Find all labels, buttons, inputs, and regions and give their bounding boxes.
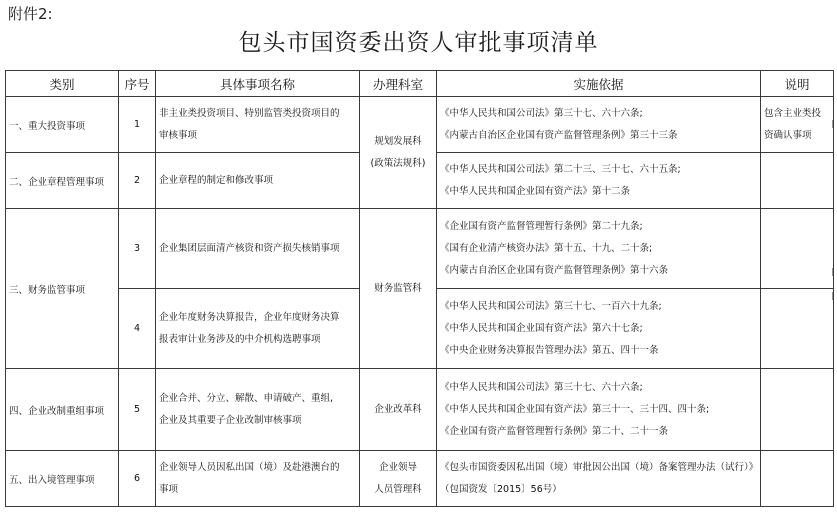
basis-line: 《中华人民共和国企业国有资产法》第六十七条; [440, 322, 643, 334]
header-item: 具体事项名称 [156, 71, 360, 97]
basis-cell [437, 153, 761, 209]
item-line: 非主业类投资项目、特别监管类投资项目的 [159, 107, 340, 119]
item-line: 企业集团层面清产核资和资产损失核销事项 [159, 242, 340, 254]
note-line: 资确认事项 [764, 129, 812, 141]
dept-line: 人员管理科 [374, 483, 422, 495]
basis-line: 《中央企业财务决算报告管理办法》第五、四十一条 [440, 344, 659, 356]
basis-cell [437, 451, 761, 507]
seq-cell: 5 [119, 369, 156, 451]
note-cell [761, 153, 834, 209]
table-row [6, 451, 834, 507]
dept-cell [360, 451, 437, 507]
dept-cell: 财务监管科 [360, 209, 437, 369]
dept-line: 规划发展科 [374, 135, 422, 147]
item-line: 事项 [159, 483, 179, 495]
note-cell [761, 209, 834, 289]
table-header-row [6, 71, 834, 97]
note-cell [761, 451, 834, 507]
item-line: 报表审计业务涉及的中介机构选聘事项 [159, 333, 321, 345]
page-edge-marker [832, 292, 837, 300]
basis-cell [437, 97, 761, 153]
item-line: 企业合并、分立、解散、申请破产、重组, [159, 392, 334, 404]
page-edge-marker [832, 268, 837, 276]
table-row [6, 97, 834, 153]
basis-line: 《内蒙古自治区企业国有资产监督管理条例》第十六条 [440, 264, 669, 276]
basis-line: 《企业国有资产监督管理暂行条例》第二十九条; [440, 220, 643, 232]
attachment-label: 附件2: [8, 5, 53, 23]
basis-cell [437, 369, 761, 451]
category-cell: 一、重大投资事项 [6, 97, 119, 153]
basis-line: 《中华人民共和国公司法》第三十七、一百六十九条; [440, 300, 662, 312]
page-title: 包头市国资委出资人审批事项清单 [238, 30, 599, 56]
basis-line: （包国资发〔2015〕56号） [440, 483, 562, 495]
table-row [6, 369, 834, 451]
basis-line: 《中华人民共和国企业国有资产法》第三十一、三十四、四十条; [440, 403, 710, 415]
item-line: 企业及其重要子企业改制审核事项 [159, 414, 302, 426]
item-cell [156, 209, 360, 289]
item-line: 企业年度财务决算报告，企业年度财务决算 [159, 311, 340, 323]
header-dept: 办理科室 [360, 71, 437, 97]
basis-line: 《中华人民共和国公司法》第三十七、六十六条; [440, 381, 643, 393]
basis-line: 《企业国有资产监督管理暂行条例》第二十、二十一条 [440, 425, 669, 437]
header-category: 类别 [6, 71, 119, 97]
category-cell: 三、财务监管事项 [6, 209, 119, 369]
header-seq: 序号 [119, 71, 156, 97]
table-row [6, 209, 834, 289]
item-cell [156, 289, 360, 369]
seq-cell: 6 [119, 451, 156, 507]
seq-cell: 4 [119, 289, 156, 369]
item-cell [156, 153, 360, 209]
category-cell: 二、企业章程管理事项 [6, 153, 119, 209]
basis-line: 《中华人民共和国公司法》第二十三、三十七、六十五条; [440, 163, 681, 175]
basis-cell [437, 289, 761, 369]
basis-line: 《中华人民共和国企业国有资产法》第十二条 [440, 185, 631, 197]
seq-cell: 1 [119, 97, 156, 153]
note-cell [761, 289, 834, 369]
basis-line: 《包头市国资委因私出国（境）审批因公出国（境）备案管理办法（试行）》 [440, 461, 759, 473]
page-edge-marker [832, 120, 837, 128]
dept-line: (政策法规科) [370, 157, 426, 169]
item-cell [156, 97, 360, 153]
dept-cell [360, 97, 437, 209]
basis-line: 《国有企业清产核资办法》第十五、十九、二十条; [440, 242, 653, 254]
approval-items-table [5, 70, 834, 507]
note-cell [761, 369, 834, 451]
seq-cell: 3 [119, 209, 156, 289]
header-basis: 实施依据 [437, 71, 761, 97]
note-line: 包含主业类投 [764, 107, 822, 119]
dept-cell: 企业改革科 [360, 369, 437, 451]
seq-cell: 2 [119, 153, 156, 209]
header-note: 说明 [761, 71, 834, 97]
dept-line: 企业领导 [378, 461, 417, 473]
item-cell [156, 451, 360, 507]
basis-line: 《内蒙古自治区企业国有资产监督管理条例》第三十三条 [440, 129, 678, 141]
note-cell [761, 97, 834, 153]
item-line: 企业领导人员因私出国（境）及赴港澳台的 [159, 461, 340, 473]
item-line: 审核事项 [159, 129, 198, 141]
category-cell: 五、出入境管理事项 [6, 451, 119, 507]
basis-cell [437, 209, 761, 289]
item-line: 企业章程的制定和修改事项 [159, 174, 274, 186]
category-cell: 四、企业改制重组事项 [6, 369, 119, 451]
item-cell [156, 369, 360, 451]
basis-line: 《中华人民共和国公司法》第三十七、六十六条; [440, 107, 643, 119]
